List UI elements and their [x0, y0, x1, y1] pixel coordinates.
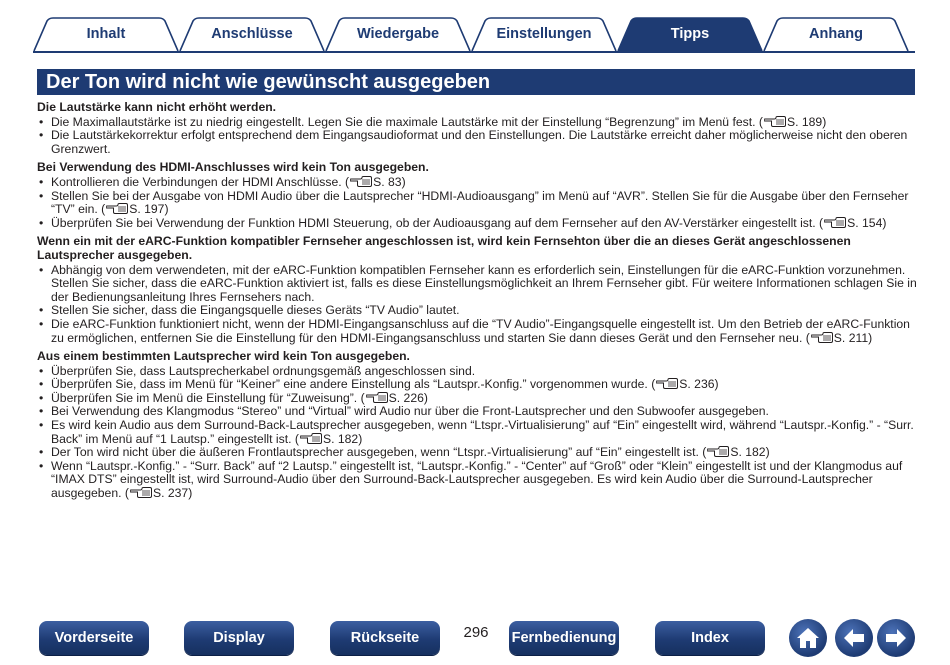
troubleshooting-section: [37, 161, 917, 230]
page-reference-link[interactable]: ( S. 236): [651, 377, 719, 392]
index-button-label: Index: [691, 630, 729, 646]
tab-label: Anhang: [809, 26, 863, 42]
item-text: Abhängig von dem verwendeten, mit der eARC-Funktion kompatiblen Fernseher kann es erforderlich sein, Einstellungen für die eARC-Funktion vorzunehmen. Stellen Sie sicher, dass die eARC-Funktion aktiviert ist, falls es diese Einstellungsmöglichkeit an Ihrem Fernseher gibt. Für weitere Informationen schlagen Sie in der Bedienungsanleitung Ihres Fernsehers nach.: [51, 262, 917, 304]
front-panel-button-label: Vorderseite: [54, 630, 134, 646]
pointing-hand-icon: [366, 392, 388, 403]
list-item: [37, 217, 917, 231]
troubleshooting-section: [37, 235, 917, 345]
list-item: [37, 129, 917, 156]
tab-label: Einstellungen: [496, 26, 592, 42]
item-text: Die Maximallautstärke ist zu niedrig eingestellt. Legen Sie die maximale Lautstärke mit der Einstellung “Begrenzung” im Menü fest.: [51, 114, 756, 129]
front-panel-button[interactable]: [39, 621, 149, 655]
tab-label: Inhalt: [86, 26, 126, 42]
pointing-hand-icon: [130, 487, 152, 498]
section-title: Bei Verwendung des HDMI-Anschlusses wird kein Ton ausgegeben.: [37, 160, 429, 175]
page-reference-link[interactable]: ( S. 226): [360, 390, 428, 405]
page-reference-link[interactable]: ( S. 237): [124, 486, 193, 501]
page-title: Der Ton wird nicht wie gewünscht ausgegeben: [37, 69, 915, 95]
display-button[interactable]: [184, 621, 294, 655]
list-item: [37, 460, 917, 501]
pointing-hand-icon: [707, 446, 729, 457]
item-text: Stellen Sie bei der Ausgabe von HDMI Audio über die Lautsprecher “HDMI-Audioausgang” im Menü auf “AVR”. Stellen Sie für die Ausgabe über den Fernseher “TV” ein.: [51, 188, 909, 217]
page-reference-label: S. 236: [679, 377, 715, 392]
pointing-hand-icon: [656, 378, 678, 389]
list-item: [37, 392, 917, 406]
remote-control-button-label: Fernbedienung: [511, 630, 617, 646]
tab-label: Anschlüsse: [211, 26, 293, 42]
page-reference-link[interactable]: ( S. 154): [819, 215, 887, 230]
page-reference-link[interactable]: ( S. 211): [805, 330, 873, 345]
item-text: Die Lautstärkekorrektur erfolgt entsprechend dem Eingangsaudioformat und den Einstellungen. Die Lautstärke erreicht daher möglicherweise nicht den oberen Grenzwert.: [51, 128, 908, 156]
section-title: Wenn ein mit der eARC-Funktion kompatibler Fernseher angeschlossen ist, wird kein Fernsehton über die an dieses Gerät angeschlossenen Lautsprecher ausgegeben.: [37, 234, 851, 262]
item-text: Überprüfen Sie, dass Lautsprecherkabel ordnungsgemäß angeschlossen sind.: [51, 363, 476, 378]
tab-label: Wiedergabe: [356, 26, 440, 42]
arrow-left-icon: [841, 625, 867, 651]
tab-0[interactable]: [33, 17, 179, 51]
page-reference-label: S. 237: [152, 486, 189, 501]
next-page-button[interactable]: [877, 619, 915, 657]
page-number: 296: [463, 624, 489, 641]
page-reference-label: S. 83: [373, 174, 402, 189]
tab-4[interactable]: [617, 17, 763, 51]
index-button[interactable]: [655, 621, 765, 655]
bullet-list: [37, 264, 917, 346]
item-text: Die eARC-Funktion funktioniert nicht, wenn der HDMI-Eingangsanschluss auf die “TV Audio”-Eingangsquelle eingestellt ist. Um den Betrieb der eARC-Funktion zu ermöglichen, entfernen Sie die Einstellung für den HDMI-Eingangsanschluss und starten Sie dann dieses Gerät und den Fernseher neu.: [51, 316, 910, 345]
list-item: [37, 116, 917, 130]
item-text: Der Ton wird nicht über die äußeren Frontlautsprecher ausgegeben, wenn “Ltspr.-Virtualisierung” auf “Ein” eingestellt ist.: [51, 445, 699, 460]
page-reference-link[interactable]: ( S. 189): [758, 114, 827, 129]
tab-bar-baseline: [33, 51, 915, 53]
bullet-list: [37, 176, 917, 230]
pointing-hand-icon: [764, 116, 786, 127]
display-button-label: Display: [213, 630, 265, 646]
tab-2[interactable]: [325, 17, 471, 51]
list-item: [37, 405, 917, 419]
home-button[interactable]: [789, 619, 827, 657]
list-item: [37, 365, 917, 379]
list-item: [37, 190, 917, 217]
tab-5[interactable]: [763, 17, 909, 51]
item-text: Überprüfen Sie im Menü die Einstellung für “Zuweisung”.: [51, 390, 358, 405]
rear-panel-button-label: Rückseite: [350, 630, 420, 646]
list-item: [37, 304, 917, 318]
list-item: [37, 318, 917, 345]
list-item: [37, 176, 917, 190]
list-item: [37, 446, 917, 460]
section-title: Die Lautstärke kann nicht erhöht werden.: [37, 100, 277, 114]
page-reference-label: S. 189: [786, 114, 823, 129]
page-reference-link[interactable]: ( S. 83): [345, 174, 406, 189]
pointing-hand-icon: [824, 217, 846, 228]
list-item: [37, 264, 917, 305]
item-text: Es wird kein Audio aus dem Surround-Back-Lautsprecher ausgegeben, wenn “Ltspr.-Virtualisierung” auf “Ein” eingestellt wird, während “Lautspr.-Konfig.” - “Surr. Back” im Menü auf “1 Lautsp.” eingestellt ist.: [51, 418, 914, 446]
list-item: [37, 378, 917, 392]
troubleshooting-section: [37, 350, 917, 501]
list-item: [37, 419, 917, 446]
page-reference-link[interactable]: ( S. 182): [702, 445, 770, 460]
item-text: Überprüfen Sie, dass im Menü für “Keiner” eine andere Einstellung als “Lautspr.-Konfig.” vorgenommen wurde.: [51, 377, 648, 392]
bullet-list: [37, 365, 917, 501]
item-text: Bei Verwendung des Klangmodus “Stereo” und “Virtual” wird Audio nur über die Front-Lautsprecher und den Subwoofer ausgegeben.: [51, 404, 769, 419]
tab-1[interactable]: [179, 17, 325, 51]
item-text: Stellen Sie sicher, dass die Eingangsquelle dieses Geräts “TV Audio” lautet.: [51, 303, 460, 318]
page-reference-label: S. 182: [322, 431, 359, 446]
item-text: Überprüfen Sie bei Verwendung der Funktion HDMI Steuerung, ob der Audioausgang auf dem Fernseher auf den AV-Verstärker eingestellt ist.: [51, 215, 816, 230]
content-area: [37, 101, 917, 506]
arrow-right-icon: [883, 625, 909, 651]
pointing-hand-icon: [350, 176, 372, 187]
remote-control-button[interactable]: [509, 621, 619, 655]
pointing-hand-icon: [300, 433, 322, 444]
troubleshooting-section: [37, 101, 917, 156]
rear-panel-button[interactable]: [330, 621, 440, 655]
tab-label: Tipps: [670, 26, 710, 42]
page-reference-label: S. 197: [129, 202, 165, 217]
section-title: Aus einem bestimmten Lautsprecher wird kein Ton ausgegeben.: [37, 349, 410, 364]
page-reference-label: S. 226: [388, 390, 424, 405]
item-text: Kontrollieren die Verbindungen der HDMI Anschlüsse.: [51, 174, 342, 189]
tab-bar: [33, 17, 915, 53]
page-reference-link[interactable]: ( S. 182): [294, 431, 363, 446]
pointing-hand-icon: [811, 332, 833, 343]
pointing-hand-icon: [106, 203, 128, 214]
page-reference-label: S. 154: [847, 215, 883, 230]
bullet-list: [37, 116, 917, 157]
page-reference-link[interactable]: ( S. 197): [101, 202, 169, 217]
tab-3[interactable]: [471, 17, 617, 51]
previous-page-button[interactable]: [835, 619, 873, 657]
home-icon: [795, 625, 821, 651]
page-reference-label: S. 211: [833, 330, 869, 345]
page-reference-label: S. 182: [730, 445, 766, 460]
item-text: Wenn “Lautspr.-Konfig.” - “Surr. Back” auf “2 Lautsp.” eingestellt ist, “Lautspr.-Konfig.” - “Center” auf “Groß” oder “Klein” eingestellt ist und der Klangmodus auf “IMAX DTS” eingestellt ist, wird Surround-Audio über den Surround-Back-Lautsprecher ausgegeben. Es wird kein Audio über die Surround-Lautsprecher ausgegeben.: [51, 458, 903, 501]
